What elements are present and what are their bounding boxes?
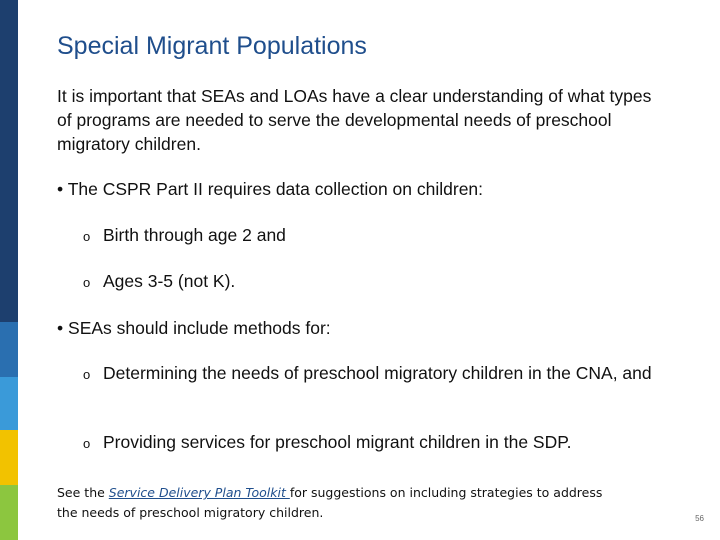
side-bar-yellow-segment: [0, 430, 18, 485]
subitem-birth-age-2: [83, 223, 663, 249]
subitem-marker: o: [83, 367, 91, 382]
subitem-marker: o: [83, 436, 91, 451]
intro-paragraph: It is important that SEAs and LOAs have a clear understanding of what types of programs are needed to serve the developmental needs of preschool migratory children.: [57, 86, 652, 154]
footnote-suffix: for suggestions on including strategies to address the needs of preschool migratory children.: [57, 485, 603, 520]
subitem-ages-3-5: [83, 269, 663, 295]
subitem-text: Determining the needs of preschool migratory children in the CNA, and: [103, 363, 652, 383]
subitem-marker: o: [83, 229, 91, 244]
subitem-determining-needs: [83, 361, 663, 387]
subitem-text: Birth through age 2 and: [103, 225, 286, 245]
bullet-marker: •: [57, 179, 64, 199]
subitem-text: Ages 3-5 (not K).: [103, 271, 236, 291]
side-bar-light-blue-segment: [0, 377, 18, 430]
bullet-cspr: [57, 177, 483, 201]
side-bar-blue-segment: [0, 322, 18, 377]
subitem-text: Providing services for preschool migrant children in the SDP.: [103, 432, 572, 452]
toolkit-link[interactable]: Service Delivery Plan Toolkit: [108, 485, 290, 500]
side-bar-navy-segment: [0, 0, 18, 322]
bullet-marker: •: [57, 318, 64, 338]
slide-title: Special Migrant Populations: [57, 32, 367, 60]
subitem-marker: o: [83, 275, 91, 290]
side-bar-green-segment: [0, 485, 18, 540]
bullet-seas-methods: [57, 316, 331, 340]
subitem-providing-services: [83, 430, 663, 456]
page-number: 56: [695, 514, 704, 523]
bullet-text: The CSPR Part II requires data collection on children:: [67, 179, 484, 199]
decorative-side-bar: [0, 0, 18, 540]
footnote: [57, 483, 617, 523]
bullet-text: SEAs should include methods for:: [68, 318, 331, 338]
footnote-prefix: See the: [57, 485, 109, 500]
